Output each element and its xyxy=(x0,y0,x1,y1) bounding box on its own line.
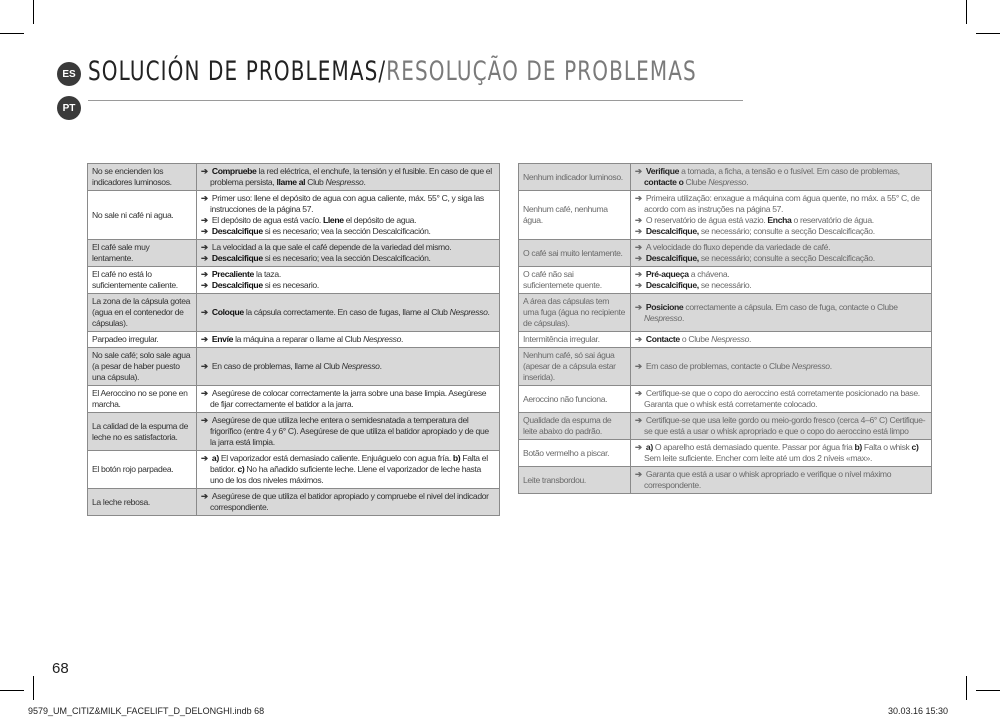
arrow-icon: ➔ xyxy=(201,193,210,203)
solution-item xyxy=(635,166,927,188)
solution-text: Falta o whisk xyxy=(861,442,912,452)
solution-cell xyxy=(197,191,500,240)
problem-cell: No sale ni café ni agua. xyxy=(88,191,197,240)
solution-cell xyxy=(631,332,932,348)
problem-cell: Nenhum café, nenhuma água. xyxy=(519,191,631,240)
title-pt: RESOLUÇÃO DE PROBLEMAS xyxy=(386,56,697,87)
solution-text: Asegúrese de que utiliza leche entera o semidesnatada a temperatura del frigorífico (entre 4 y 6° C). Asegúrese de que utiliza el batidor apropiado y de que la jarra está limpia. xyxy=(210,415,489,447)
solution-text: Certifique-se que usa leite gordo ou meio-gordo fresco (cerca 4–6° C) Certifique-se que está a usar o whisk apropriado e que o copo do aeroccino está limpo xyxy=(644,415,926,436)
table-row xyxy=(519,467,932,494)
table-row xyxy=(519,440,932,467)
arrow-icon: ➔ xyxy=(635,242,644,252)
table-row xyxy=(88,240,500,267)
arrow-icon: ➔ xyxy=(635,442,644,452)
solution-item xyxy=(201,453,495,486)
solution-item xyxy=(201,253,495,264)
solution-text: se necessário; consulte a secção Descalcificação. xyxy=(698,253,875,263)
page-title xyxy=(88,58,697,85)
table-row xyxy=(519,267,932,294)
solution-item xyxy=(635,361,927,372)
table-row xyxy=(88,413,500,451)
solution-text: . xyxy=(746,177,749,187)
solution-item xyxy=(635,442,927,464)
page-number: 68 xyxy=(52,660,69,677)
table-row xyxy=(519,413,932,440)
solution-cell xyxy=(631,267,932,294)
solution-item xyxy=(201,280,495,291)
solution-text: o reservatório de água. xyxy=(791,215,874,225)
solution-item xyxy=(635,415,927,437)
table-row xyxy=(519,191,932,240)
problem-cell: La leche rebosa. xyxy=(88,489,197,516)
solution-text: la cápsula correctamente. En caso de fugas, llame al Club xyxy=(243,307,450,317)
table-row xyxy=(88,267,500,294)
solution-text: Primer uso: llene el depósito de agua con agua caliente, máx. 55° C, y siga las instrucciones de la página 57. xyxy=(210,193,484,214)
arrow-icon: ➔ xyxy=(201,415,210,425)
table-row xyxy=(88,164,500,191)
keyword-text: Coloque xyxy=(211,307,244,317)
solution-cell xyxy=(197,413,500,451)
solution-item xyxy=(635,253,927,264)
solution-item xyxy=(201,388,495,410)
problem-cell: Qualidade da espuma de leite abaixo do padrão. xyxy=(519,413,631,440)
solution-text: Sem leite suficiente. Encher com leite até um dos 2 níveis «max». xyxy=(644,453,873,463)
table-body-es xyxy=(88,164,500,516)
solution-item xyxy=(635,269,927,280)
solution-item xyxy=(635,242,927,253)
arrow-icon: ➔ xyxy=(635,334,644,344)
solution-cell xyxy=(631,467,932,494)
table-row xyxy=(88,489,500,516)
arrow-icon: ➔ xyxy=(635,193,644,203)
troubleshooting-table-es xyxy=(87,163,500,516)
keyword-text: Posicione xyxy=(645,301,684,312)
solution-text: o Clube xyxy=(679,334,712,344)
solution-text: Falta el batidor. xyxy=(210,453,488,474)
keyword-text: Descalcifique, xyxy=(645,226,699,236)
problem-cell: El café sale muy lentamente. xyxy=(88,240,197,267)
brand-name: Nespresso xyxy=(363,334,402,344)
arrow-icon: ➔ xyxy=(635,301,644,312)
solution-text: . xyxy=(363,177,366,187)
solution-text: Em caso de problemas, contacte o Clube xyxy=(645,361,792,371)
keyword-text: Encha xyxy=(767,215,792,225)
arrow-icon: ➔ xyxy=(635,280,644,290)
table-row xyxy=(88,332,500,348)
solution-text: Club xyxy=(305,177,326,187)
arrow-icon: ➔ xyxy=(635,388,644,398)
solution-cell xyxy=(197,164,500,191)
brand-name: Nespresso xyxy=(325,177,364,187)
brand-name: Nespresso xyxy=(644,312,682,323)
brand-name: Nespresso xyxy=(711,334,750,344)
table-row xyxy=(519,348,932,386)
arrow-icon: ➔ xyxy=(201,453,210,463)
keyword-text: Descalcifique xyxy=(211,226,263,236)
arrow-icon: ➔ xyxy=(635,226,644,236)
solution-cell xyxy=(197,386,500,413)
solution-item xyxy=(635,226,927,237)
keyword-text: Descalcifique, xyxy=(645,280,699,290)
solution-item xyxy=(201,334,495,345)
arrow-icon: ➔ xyxy=(201,388,210,398)
solution-text: . xyxy=(749,334,752,344)
arrow-icon: ➔ xyxy=(201,226,210,236)
solution-cell xyxy=(197,332,500,348)
solution-text: si es necesario; vea la sección Descalcificación. xyxy=(262,226,431,236)
table-row xyxy=(88,451,500,489)
title-rule xyxy=(88,100,743,101)
solution-text: . xyxy=(379,361,382,371)
arrow-icon: ➔ xyxy=(635,361,644,371)
keyword-text: Envíe xyxy=(211,334,234,344)
crop-mark xyxy=(33,676,34,700)
solution-text: el depósito de agua. xyxy=(343,215,417,225)
solution-text: la red eléctrica, el enchufe, la tensión y el fusible. En caso de que el problema persista, xyxy=(210,166,492,187)
problem-cell: Aeroccino não funciona. xyxy=(519,386,631,413)
solution-item xyxy=(201,307,495,318)
keyword-text: Descalcifique xyxy=(211,280,263,290)
keyword-text: a) xyxy=(645,442,653,452)
solution-text: Asegúrese de colocar correctamente la jarra sobre una base limpia. Asegúrese de fijar correctamente el batidor a la jarra. xyxy=(210,388,487,409)
crop-mark xyxy=(976,690,1000,691)
solution-text: a chávena. xyxy=(688,269,730,279)
solution-item xyxy=(201,491,495,513)
solution-item xyxy=(635,469,927,491)
crop-mark xyxy=(0,33,24,34)
title-separator: / xyxy=(378,56,387,87)
solution-item xyxy=(201,193,495,215)
problem-cell: El botón rojo parpadea. xyxy=(88,451,197,489)
solution-item xyxy=(635,215,927,226)
problem-cell: O café sai muito lentamente. xyxy=(519,240,631,267)
solution-text: la máquina a reparar o llame al Club xyxy=(233,334,364,344)
arrow-icon: ➔ xyxy=(635,415,644,425)
solution-cell xyxy=(197,348,500,386)
table-row xyxy=(88,294,500,332)
solution-cell xyxy=(197,451,500,489)
solution-cell xyxy=(197,294,500,332)
solution-text: . xyxy=(681,312,684,323)
crop-mark xyxy=(966,676,967,700)
keyword-text: Verifique xyxy=(645,166,680,176)
solution-cell xyxy=(631,164,932,191)
keyword-text: b) xyxy=(452,453,461,463)
keyword-text: Descalcifique, xyxy=(645,253,699,263)
arrow-icon: ➔ xyxy=(201,166,210,176)
arrow-icon: ➔ xyxy=(201,242,210,252)
problem-cell: Intermitência irregular. xyxy=(519,332,631,348)
keyword-text: Contacte xyxy=(645,334,680,344)
solution-item xyxy=(201,269,495,280)
problem-cell: Nenhum café, só sai água (apesar de a cápsula estar inserida). xyxy=(519,348,631,386)
solution-text: correctamente a cápsula. Em caso de fuga, contacte o Clube xyxy=(683,301,898,312)
arrow-icon: ➔ xyxy=(201,269,210,279)
solution-text: se necessário. xyxy=(698,280,752,290)
solution-text: La velocidad a la que sale el café depende de la variedad del mismo. xyxy=(211,242,452,252)
solution-item xyxy=(201,226,495,237)
keyword-text: a) xyxy=(211,453,219,463)
problem-cell: Leite transbordou. xyxy=(519,467,631,494)
keyword-text: llame al xyxy=(276,177,306,187)
solution-text: O reservatório de água está vazio. xyxy=(645,215,768,225)
solution-cell xyxy=(197,267,500,294)
solution-item xyxy=(635,334,927,345)
solution-text: Clube xyxy=(683,177,709,187)
brand-name: Nespresso xyxy=(341,361,380,371)
solution-text: . xyxy=(829,361,832,371)
crop-mark xyxy=(0,690,24,691)
problem-cell: Botão vermelho a piscar. xyxy=(519,440,631,467)
solution-cell xyxy=(631,348,932,386)
table-row xyxy=(88,348,500,386)
footer-date: 30.03.16 15:30 xyxy=(888,706,949,716)
table-row xyxy=(519,164,932,191)
problem-cell: Parpadeo irregular. xyxy=(88,332,197,348)
arrow-icon: ➔ xyxy=(635,269,644,279)
solution-item xyxy=(635,388,927,410)
solution-cell xyxy=(631,191,932,240)
problem-cell: El Aeroccino no se pone en marcha. xyxy=(88,386,197,413)
problem-cell: El café no está lo suficientemente caliente. xyxy=(88,267,197,294)
keyword-text: Pré-aqueça xyxy=(645,269,689,279)
footer-file-info: 9579_UM_CITIZ&MILK_FACELIFT_D_DELONGHI.indb 68 xyxy=(28,706,265,716)
problem-cell: A área das cápsulas tem uma fuga (água no recipiente de cápsulas). xyxy=(519,294,631,332)
solution-cell xyxy=(631,440,932,467)
solution-item xyxy=(201,242,495,253)
problem-cell: No se encienden los indicadores luminosos. xyxy=(88,164,197,191)
solution-cell xyxy=(631,294,932,332)
arrow-icon: ➔ xyxy=(201,215,210,225)
troubleshooting-table-pt xyxy=(518,163,932,494)
table-row xyxy=(519,294,932,332)
crop-mark xyxy=(966,0,967,24)
keyword-text: Precaliente xyxy=(211,269,254,279)
solution-cell xyxy=(197,489,500,516)
solution-text: El vaporizador está demasiado caliente. Enjuáguelo con agua fría. xyxy=(218,453,453,463)
solution-item xyxy=(635,302,927,324)
language-badge-pt: PT xyxy=(57,96,81,120)
solution-text: Certifique-se que o copo do aeroccino está corretamente posicionado na base. Garanta que o whisk está corretamente colocado. xyxy=(644,388,920,409)
keyword-text: Descalcifique xyxy=(211,253,263,263)
solution-text: En caso de problemas, llame al Club xyxy=(211,361,342,371)
solution-text: se necessário; consulte a secção Descalcificação. xyxy=(698,226,875,236)
keyword-text: Llene xyxy=(323,215,344,225)
arrow-icon: ➔ xyxy=(635,253,644,263)
solution-text: a tomada, a ficha, a tensão e o fusível. Em caso de problemas, xyxy=(679,166,900,176)
table-row xyxy=(88,191,500,240)
arrow-icon: ➔ xyxy=(201,491,210,501)
brand-name: Nespresso xyxy=(449,307,488,317)
solution-text: . xyxy=(487,307,490,317)
solution-item xyxy=(635,280,927,291)
solution-cell xyxy=(631,386,932,413)
solution-cell xyxy=(631,240,932,267)
arrow-icon: ➔ xyxy=(201,253,210,263)
solution-text: Primeira utilização: enxague a máquina com água quente, no máx. a 55° C, de acordo com as instruções na página 57. xyxy=(644,193,920,214)
solution-text: O aparelho está demasiado quente. Passar por água fria xyxy=(652,442,855,452)
arrow-icon: ➔ xyxy=(201,361,210,371)
solution-text: si es necesario; vea la sección Descalcificación. xyxy=(262,253,431,263)
problem-cell: Nenhum indicador luminoso. xyxy=(519,164,631,191)
language-badge-es: ES xyxy=(57,62,81,86)
problem-cell: No sale café; solo sale agua (a pesar de haber puesto una cápsula). xyxy=(88,348,197,386)
keyword-text: Compruebe xyxy=(211,166,257,176)
solution-item xyxy=(635,193,927,215)
solution-text: No ha añadido suficiente leche. Llene el vaporizador de leche hasta uno de los dos niveles máximos. xyxy=(210,464,481,485)
arrow-icon: ➔ xyxy=(635,215,644,225)
solution-item xyxy=(201,415,495,448)
solution-text: la taza. xyxy=(253,269,281,279)
problem-cell: La zona de la cápsula gotea (agua en el contenedor de cápsulas). xyxy=(88,294,197,332)
keyword-text: c) xyxy=(911,442,919,452)
arrow-icon: ➔ xyxy=(635,166,644,176)
arrow-icon: ➔ xyxy=(201,334,210,344)
problem-cell: La calidad de la espuma de leche no es satisfactoria. xyxy=(88,413,197,451)
keyword-text: c) xyxy=(237,464,245,474)
solution-text: . xyxy=(401,334,404,344)
solution-text: Asegúrese de que utiliza el batidor apropiado y compruebe el nivel del indicador correspondiente. xyxy=(210,491,489,512)
solution-text: El depósito de agua está vacío. xyxy=(211,215,323,225)
brand-name: Nespresso xyxy=(708,177,747,187)
solution-cell xyxy=(631,413,932,440)
table-row xyxy=(88,386,500,413)
arrow-icon: ➔ xyxy=(201,280,210,290)
solution-text: Garanta que está a usar o whisk apropriado e verifique o nível máximo correspondente. xyxy=(644,469,892,490)
arrow-icon: ➔ xyxy=(201,307,210,317)
crop-mark xyxy=(33,0,34,24)
crop-mark xyxy=(976,33,1000,34)
solution-item xyxy=(201,166,495,188)
table-body-pt xyxy=(519,164,932,494)
problem-cell: O café não sai suficientemete quente. xyxy=(519,267,631,294)
table-row xyxy=(519,386,932,413)
solution-cell xyxy=(197,240,500,267)
table-row xyxy=(519,332,932,348)
brand-name: Nespresso xyxy=(791,361,830,371)
solution-item xyxy=(201,361,495,372)
keyword-text: contacte o xyxy=(644,177,684,187)
solution-item xyxy=(201,215,495,226)
title-es: SOLUCIÓN DE PROBLEMAS xyxy=(88,56,379,87)
table-row xyxy=(519,240,932,267)
solution-text: A velocidade do fluxo depende da variedade de café. xyxy=(645,242,831,252)
solution-text: si es necesario. xyxy=(262,280,319,290)
keyword-text: b) xyxy=(854,442,862,452)
arrow-icon: ➔ xyxy=(635,469,644,479)
